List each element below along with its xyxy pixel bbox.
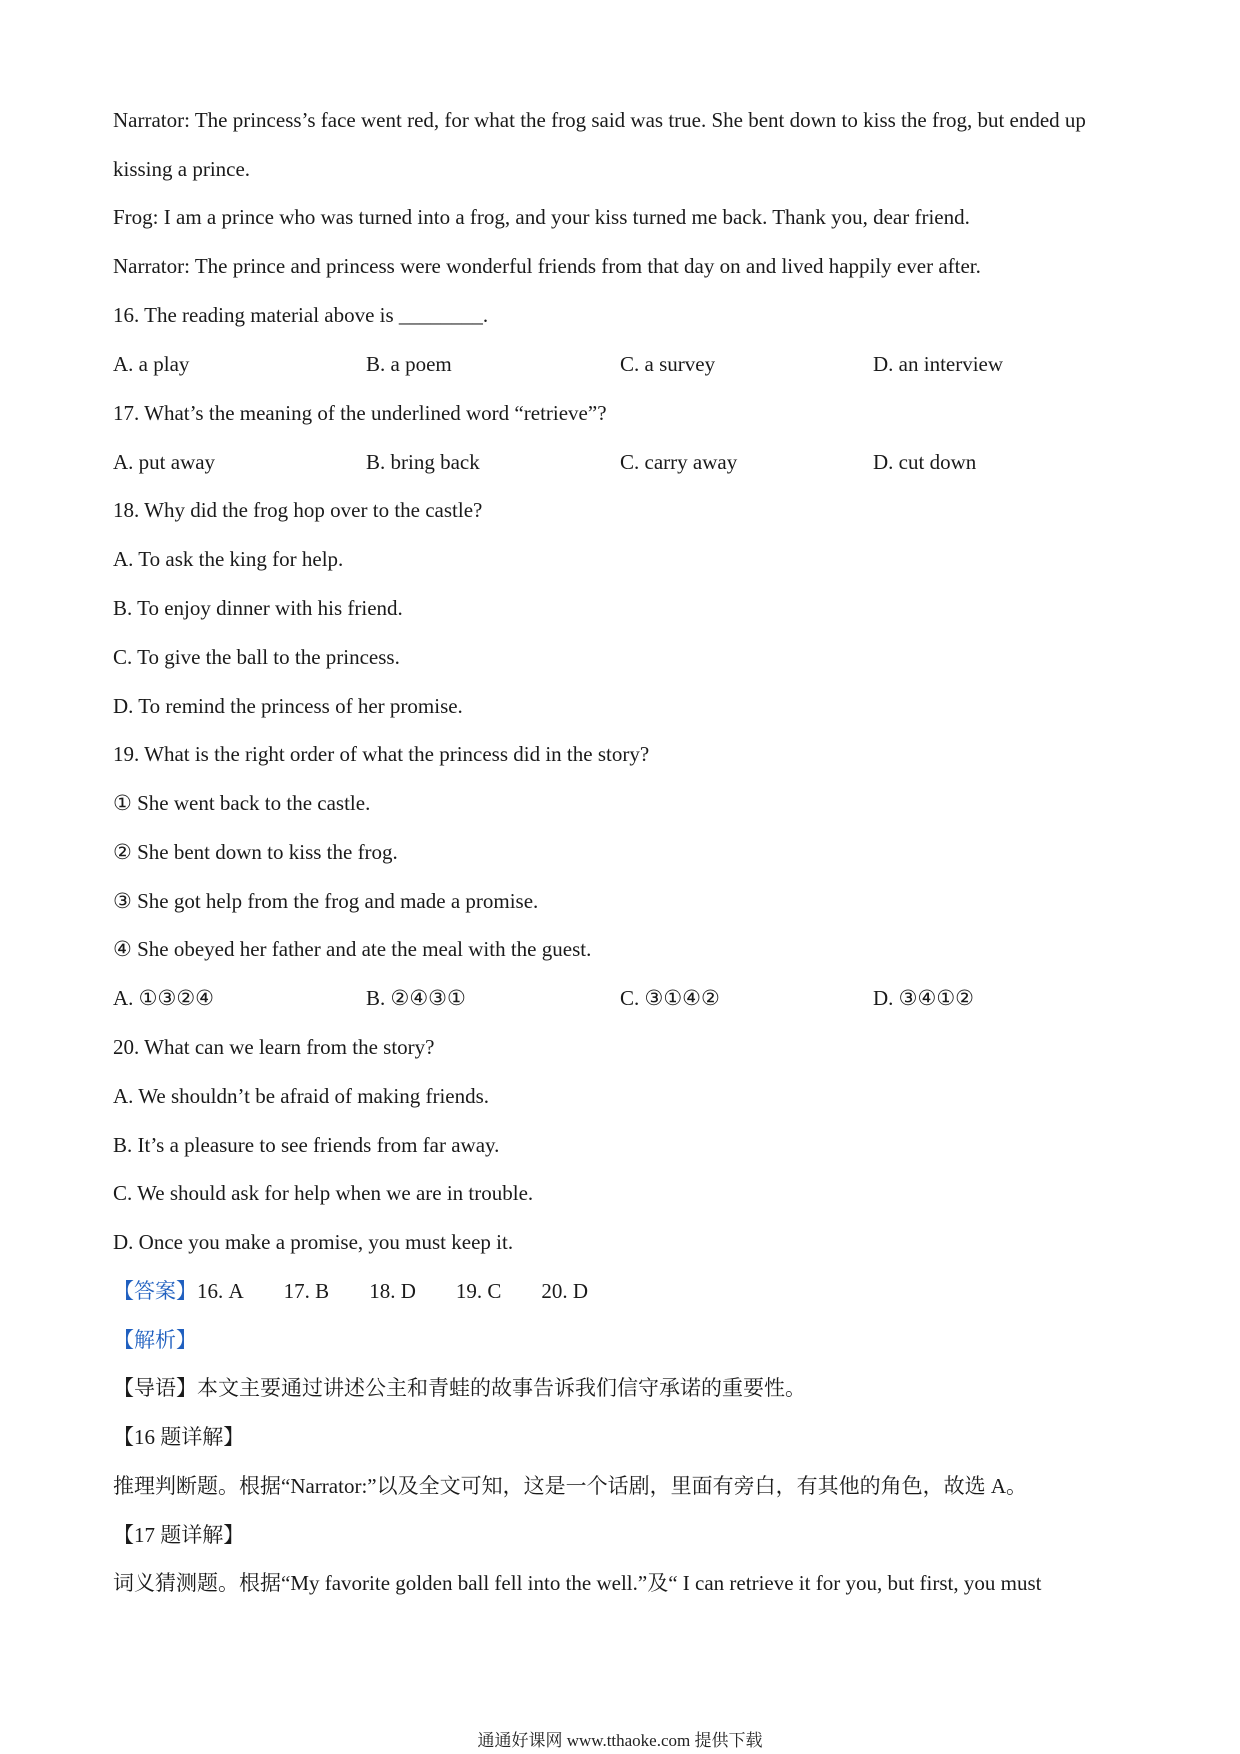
q19-option-a: A. ①③②④ xyxy=(113,986,214,1010)
analysis-tag: 【解析】 xyxy=(113,1328,197,1352)
q20-option-a: A. We shouldn’t be afraid of making friends. xyxy=(113,1084,490,1108)
analysis-16-heading: 【16 题详解】 xyxy=(113,1425,245,1449)
q18-option-d: D. To remind the princess of her promise. xyxy=(113,694,463,718)
answer-item: 16. A xyxy=(197,1279,244,1303)
q19-option-b: B. ②④③① xyxy=(366,986,466,1010)
passage-line: Frog: I am a prince who was turned into a frog, and your kiss turned me back. Thank you, dear friend. xyxy=(113,205,970,229)
q19-event-2: ② She bent down to kiss the frog. xyxy=(113,840,398,864)
question-18-stem: 18. Why did the frog hop over to the castle? xyxy=(113,498,483,522)
question-16-stem: 16. The reading material above is ________. xyxy=(113,303,489,327)
answer-item: 20. D xyxy=(541,1279,589,1303)
q17-option-d: D. cut down xyxy=(873,450,977,474)
q19-event-4: ④ She obeyed her father and ate the meal with the guest. xyxy=(113,937,592,961)
q20-option-b: B. It’s a pleasure to see friends from far away. xyxy=(113,1133,500,1157)
q18-option-c: C. To give the ball to the princess. xyxy=(113,645,400,669)
passage-line: Narrator: The princess’s face went red, for what the frog said was true. She bent down to kiss the frog, but ended up xyxy=(113,108,1086,132)
passage-line: kissing a prince. xyxy=(113,157,251,181)
q20-option-d: D. Once you make a promise, you must keep it. xyxy=(113,1230,514,1254)
q18-option-b: B. To enjoy dinner with his friend. xyxy=(113,596,403,620)
analysis-intro: 【导语】本文主要通过讲述公主和青蛙的故事告诉我们信守承诺的重要性。 xyxy=(113,1376,806,1400)
q17-option-c: C. carry away xyxy=(620,450,738,474)
q16-option-d: D. an interview xyxy=(873,352,1004,376)
q19-event-3: ③ She got help from the frog and made a promise. xyxy=(113,889,539,913)
q16-option-c: C. a survey xyxy=(620,352,716,376)
q20-option-c: C. We should ask for help when we are in trouble. xyxy=(113,1181,534,1205)
q17-option-a: A. put away xyxy=(113,450,216,474)
q16-option-b: B. a poem xyxy=(366,352,452,376)
question-19-stem: 19. What is the right order of what the princess did in the story? xyxy=(113,742,650,766)
q18-option-a: A. To ask the king for help. xyxy=(113,547,344,571)
analysis-17-text: 词义猜测题。根据“My favorite golden ball fell into the well.”及“ I can retrieve it for you, but first, you must xyxy=(113,1571,1042,1595)
question-17-stem: 17. What’s the meaning of the underlined word “retrieve”? xyxy=(113,401,607,425)
analysis-17-heading: 【17 题详解】 xyxy=(113,1523,245,1547)
q17-option-b: B. bring back xyxy=(366,450,480,474)
answer-line xyxy=(113,1277,588,1305)
answer-item: 19. C xyxy=(455,1279,502,1303)
q19-event-1: ① She went back to the castle. xyxy=(113,791,371,815)
answer-item: 17. B xyxy=(283,1279,330,1303)
q19-option-c: C. ③①④② xyxy=(620,986,720,1010)
page-footer: 通通好课网 www.tthaoke.com 提供下载 xyxy=(477,1731,763,1750)
question-20-stem: 20. What can we learn from the story? xyxy=(113,1035,435,1059)
answer-tag: 【答案】 xyxy=(113,1279,197,1303)
q19-option-d: D. ③④①② xyxy=(873,986,974,1010)
q16-option-a: A. a play xyxy=(113,352,190,376)
analysis-16-text: 推理判断题。根据“Narrator:”以及全文可知，这是一个话剧，里面有旁白，有其他的角色，故选 A。 xyxy=(113,1474,1028,1498)
passage-line: Narrator: The prince and princess were wonderful friends from that day on and lived happily ever after. xyxy=(113,254,981,278)
answer-item: 18. D xyxy=(369,1279,416,1303)
